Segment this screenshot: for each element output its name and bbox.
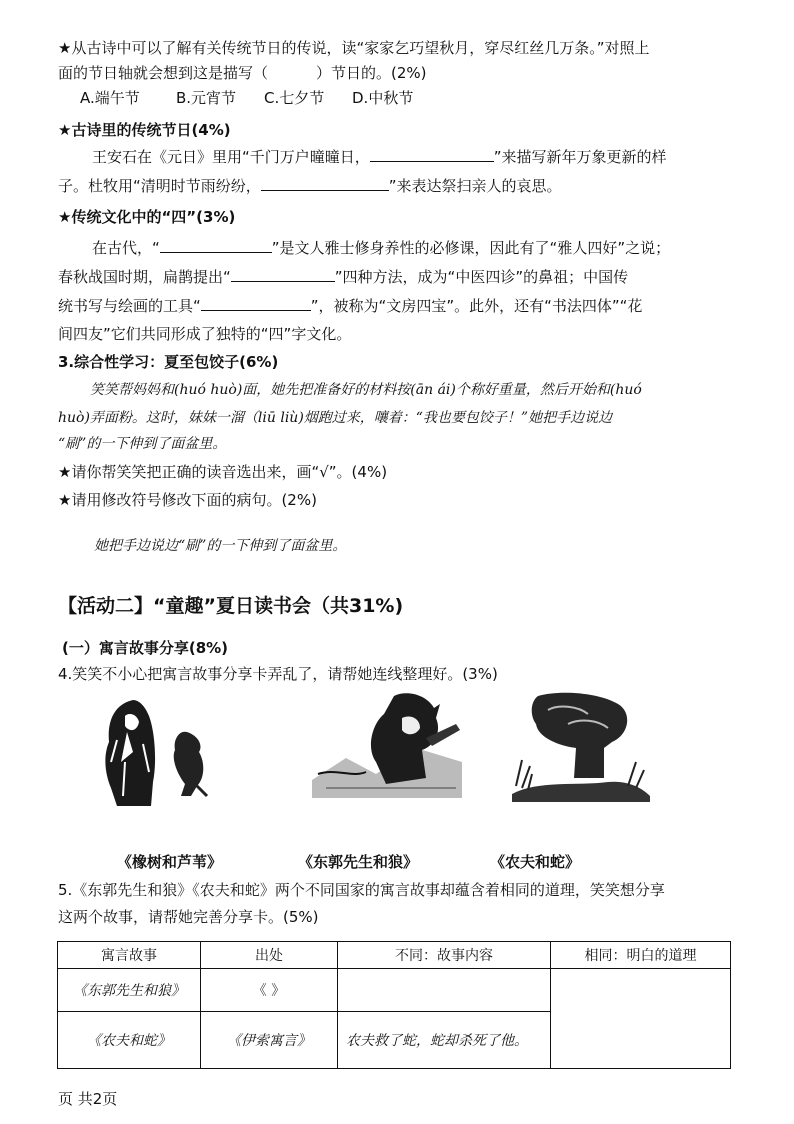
q3-task2: ★请用修改符号修改下面的病句。(2%) [58,491,317,509]
poem-options [80,88,413,108]
q5-line2: 这两个故事，请帮她完善分享卡。(5%) [58,908,319,926]
four-line4: 间四友”它们共同形成了独特的“四”字文化。 [58,325,352,343]
header-story: 寓言故事 [58,942,201,969]
four-text-b: ”是文人雅士修身养性的必修课，因此有了“雅人四好”之说； [271,239,671,257]
farmer-illustration[interactable] [306,688,468,800]
four-text-a: 在古代，“ [92,239,160,257]
row2-content: 农夫救了蛇，蛇却杀死了他。 [338,1012,551,1069]
share-card-table [57,941,731,1069]
q3-passage-line2: huò)弄面粉。这时，妹妹一溜（liū liù)烟跑过来，嚷着：“我也要包饺子！”她把手边说边 [58,410,613,426]
four-text-f: ”，被称为“文房四宝”。此外，还有“书法四体”“花 [310,297,643,315]
header-difference: 不同：故事内容 [338,942,551,969]
caption-farmer-and-snake[interactable]: 《农夫和蛇》 [490,853,581,871]
oak-and-reed-illustration[interactable] [508,690,654,804]
option-d[interactable]: D.中秋节 [352,89,414,107]
four-blank-3[interactable] [201,296,311,311]
four-text-d: ”四种方法，成为“中医四诊”的鼻祖；中国传 [334,268,629,286]
scholar-and-wolf-illustration[interactable] [95,692,215,810]
option-c[interactable]: C.七夕节 [264,89,325,107]
q3-task1: ★请你帮笑笑把正确的读音选出来，画“√”。(4%) [58,463,388,481]
festival-line2 [58,176,562,196]
festival-text-d: ”来表达祭扫亲人的哀思。 [388,177,562,195]
four-text-e: 统书写与绘画的工具“ [58,297,201,315]
row2-source: 《伊索寓言》 [201,1012,338,1069]
option-a[interactable]: A.端午节 [80,89,140,107]
poem-question-line2 [58,63,427,83]
poem-question-text-a: 面的节日轴就会想到这是描写（ [58,64,269,82]
festival-heading: ★古诗里的传统节日(4%) [58,121,231,139]
similarity-input[interactable] [551,969,731,1069]
table-header-row [58,942,731,969]
header-source: 出处 [201,942,338,969]
four-text-c: 春秋战国时期，扁鹊提出“ [58,268,231,286]
four-line1 [92,238,670,258]
four-blank-1[interactable] [160,238,272,253]
q3-sentence[interactable]: 她把手边说边“刷”的一下伸到了面盆里。 [94,538,347,554]
caption-oak-and-reed[interactable]: 《橡树和芦苇》 [117,853,223,871]
row1-content-input[interactable] [338,969,551,1012]
q3-passage-line3: “刷”的一下伸到了面盆里。 [58,436,227,452]
row2-story: 《农夫和蛇》 [58,1012,201,1069]
poem-question-text-b: ）节日的。(2%) [316,64,427,82]
four-line2 [58,267,628,287]
festival-text-c: 子。杜牧用“清明时节雨纷纷， [58,177,261,195]
festival-text-b: ”来描写新年万象更新的样 [493,148,667,166]
row1-story: 《东郭先生和狼》 [58,969,201,1012]
activity2-subtitle: (一）寓言故事分享(8%) [62,639,229,657]
festival-blank-2[interactable] [261,176,389,191]
festival-blank-1[interactable] [370,147,494,162]
poem-question-line1: ★从古诗中可以了解有关传统节日的传说，读“家家乞巧望秋月，穿尽红丝几万条。”对照上 [58,39,650,57]
row1-source-input[interactable]: 《 》 [201,969,338,1012]
q5-line1: 5.《东郭先生和狼》《农夫和蛇》两个不同国家的寓言故事却蕴含着相同的道理，笑笑想分享 [58,881,665,899]
header-similarity: 相同：明白的道理 [551,942,731,969]
festival-line1 [92,147,667,167]
option-b[interactable]: B.元宵节 [176,89,237,107]
caption-dongguo-and-wolf[interactable]: 《东郭先生和狼》 [298,853,419,871]
four-line3 [58,296,642,316]
q3-passage-line1: 笑笑帮妈妈和(huó huò)面，她先把准备好的材料按(ān ái)个称好重量，然后开始和(huó [90,382,642,398]
page-footer: 页 共2页 [58,1090,118,1108]
table-row [58,969,731,1012]
four-heading: ★传统文化中的“四”(3%) [58,208,236,226]
four-blank-2[interactable] [231,267,335,282]
q4-text: 4.笑笑不小心把寓言故事分享卡弄乱了，请帮她连线整理好。(3%) [58,665,498,683]
activity2-title: 【活动二】“童趣”夏日读书会（共31%) [58,595,404,617]
q3-heading: 3.综合性学习：夏至包饺子(6%) [58,353,279,371]
festival-text-a: 王安石在《元日》里用“千门万户曈曈日， [92,148,370,166]
